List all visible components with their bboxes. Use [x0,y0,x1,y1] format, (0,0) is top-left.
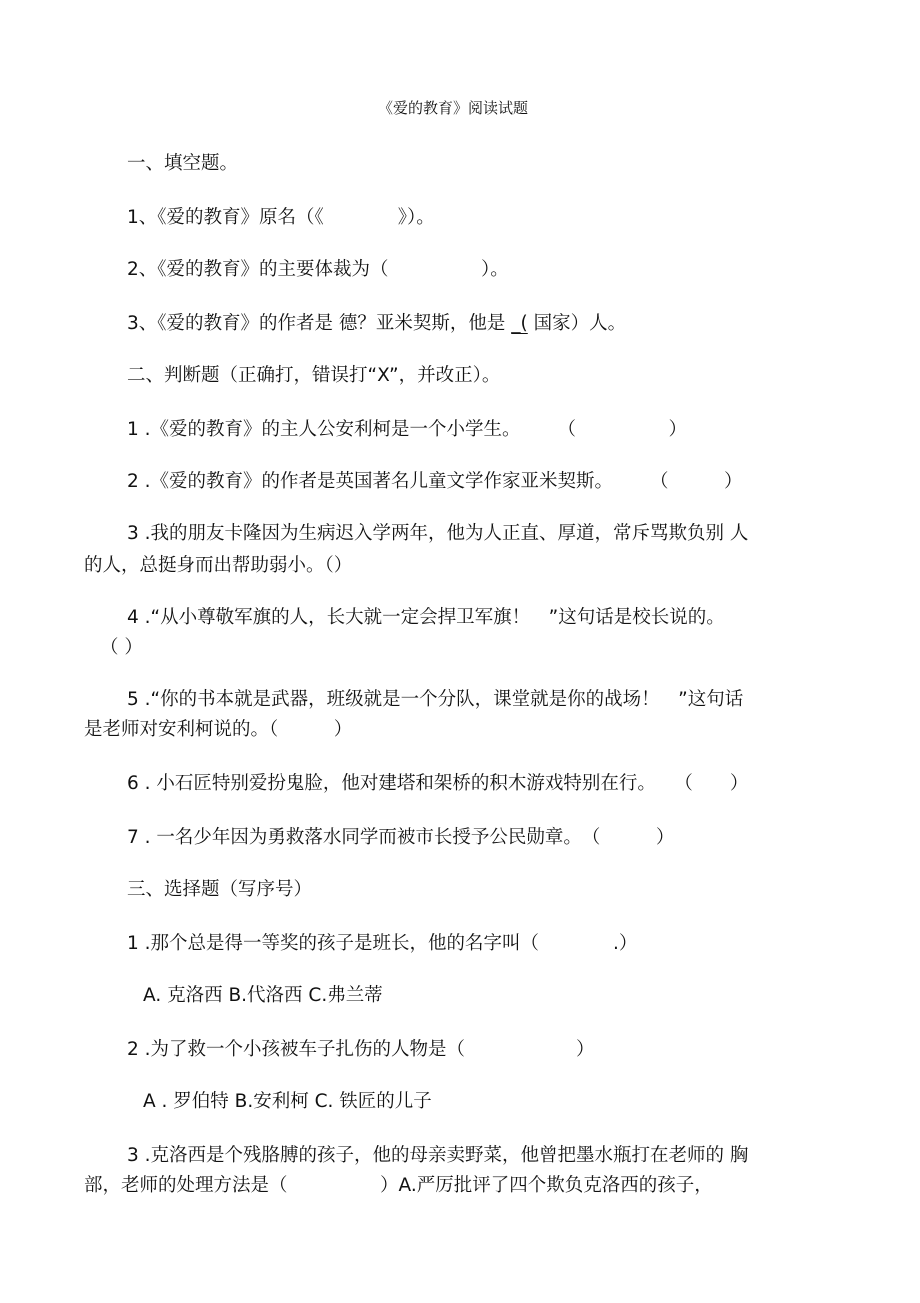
choice-question-1-options: A. 克洛西 B.代洛西 C.弗兰蒂 [143,985,383,1006]
judge-item-3-cont: 的人，总挺身而出帮助弱小。（） [84,555,353,576]
judge-item-3: 3 .我的朋友卡隆因为生病迟入学两年，他为人正直、厚道，常斥骂欺负别 人 [127,523,749,544]
judge-item-6: 6 . 小石匠特别爱扮鬼脸，他对建塔和架桥的积木游戏特别在行。 （ ） [127,773,749,794]
choice-question-3: 3 .克洛西是个残胳膊的孩子，他的母亲卖野菜，他曾把墨水瓶打在老师的 胸 [127,1145,749,1166]
page-title: 《爱的教育》阅读试题 [378,99,529,117]
judge-item-2: 2 .《爱的教育》的作者是英国著名儿童文学作家亚米契斯。 （ ） [127,471,743,492]
choice-question-1: 1 .那个总是得一等奖的孩子是班长，他的名字叫（ .） [127,933,638,954]
fill-question-3-suffix: 国家）人。 [527,313,627,334]
judge-item-5-cont: 是老师对安利柯说的。（ ） [84,719,353,740]
choice-question-2-options: A . 罗伯特 B.安利柯 C. 铁匠的儿子 [143,1091,432,1112]
fill-question-1: 1、《爱的教育》原名（《 》）。 [127,207,435,228]
section3-heading: 三、选择题（写序号） [127,879,313,900]
fill-question-3 [127,312,626,336]
judge-item-1: 1 .《爱的教育》的主人公安利柯是一个小学生。 （ ） [127,419,688,440]
choice-question-2: 2 .为了救一个小孩被车子扎伤的人物是（ ） [127,1039,595,1060]
judge-item-7: 7 . 一名少年因为勇救落水同学而被市长授予公民勋章。 （ ） [127,827,675,848]
judge-item-4: 4 .“从小尊敬军旗的人，长大就一定会捍卫军旗！ ”这句话是校长说的。 [127,607,725,628]
fill-question-3-blank: _( [511,313,528,334]
fill-question-2: 2、《爱的教育》的主要体裁为（ ）。 [127,259,509,280]
fill-question-3-prefix: 3、《爱的教育》的作者是 德？亚米契斯，他是 [127,313,512,334]
choice-question-3-cont: 部，老师的处理方法是（ ）A.严厉批评了四个欺负克洛西的孩子， [84,1175,713,1196]
section1-heading: 一、填空题。 [127,153,239,174]
section2-heading: 二、判断题（正确打，错误打“X”，并改正）。 [127,365,501,386]
judge-item-4-cont: （ ） [100,637,143,658]
judge-item-5: 5 .“你的书本就是武器，班级就是一个分队，课堂就是你的战场！ ”这句话 [127,689,744,710]
